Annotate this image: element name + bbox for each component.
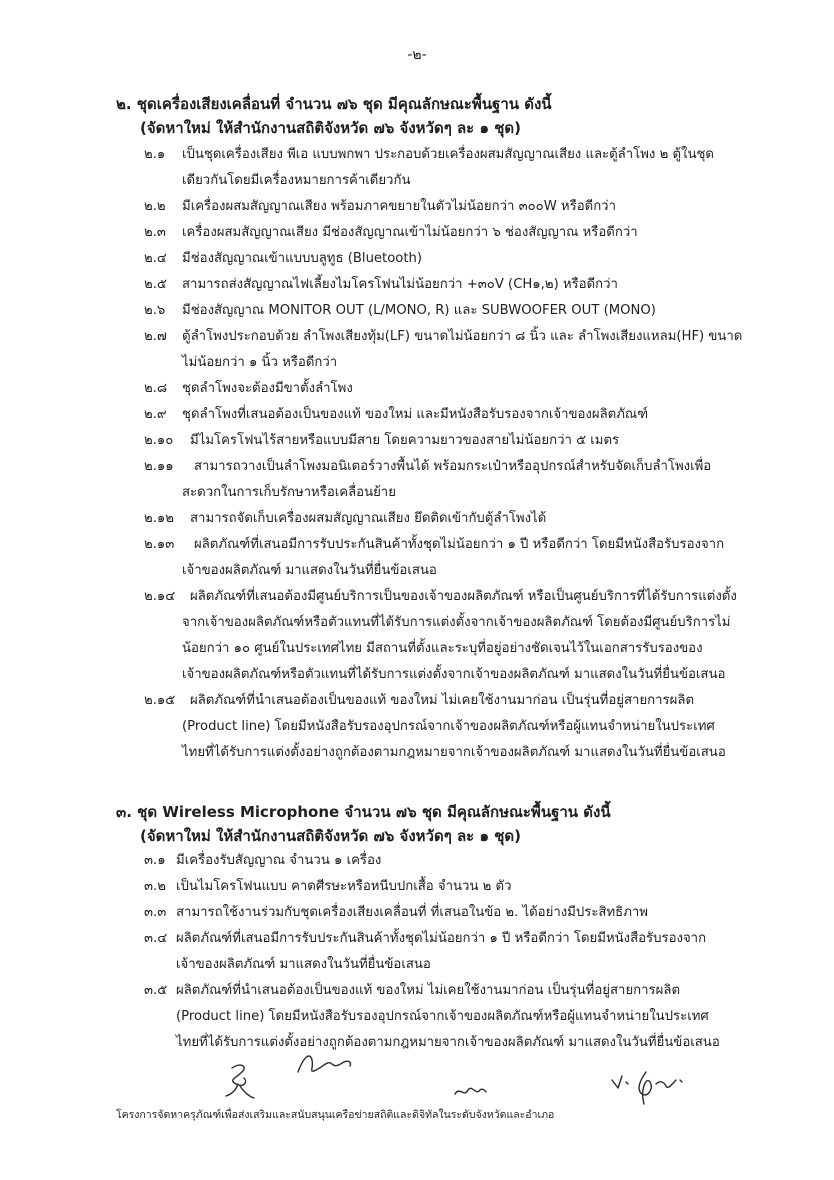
item-number: ๒.๖ bbox=[144, 303, 166, 318]
item-text: มีเครื่องรับสัญญาณ จำนวน ๑ เครื่อง bbox=[176, 853, 382, 868]
item-number: ๒.๑๑ bbox=[144, 459, 174, 474]
item-text: ผลิตภัณฑ์ที่เสนอมีการรับประกันสินค้าทั้งชุดไม่น้อยกว่า ๑ ปี หรือดีกว่า โดยมีหนังสือรับรองจาก bbox=[176, 931, 707, 946]
item-text: เครื่องผสมสัญญาณเสียง มีช่องสัญญาณเข้าไม่น้อยกว่า ๖ ช่องสัญญาณ หรือดีกว่า bbox=[182, 225, 638, 240]
item-text: เป็นไมโครโฟนแบบ คาดศีรษะหรือหนีบปกเสื้อ จำนวน ๒ ตัว bbox=[176, 879, 512, 894]
item-number: ๒.๑๕ bbox=[144, 693, 176, 708]
item-number: ๒.๑๓ bbox=[144, 537, 175, 552]
signature-2 bbox=[294, 1046, 356, 1080]
item-text: น้อยกว่า ๑๐ ศูนย์ในประเทศไทย มีสถานที่ตั้งและระบุที่อยู่อย่างชัดเจนไว้ในเอกสารรับรองของ bbox=[182, 641, 703, 656]
item-number: ๒.๑๔ bbox=[144, 589, 176, 604]
item-text: สามารถส่งสัญญาณไฟเลี้ยงไมโครโฟนไม่น้อยกว่า +๓๐V (CH๑,๒) หรือดีกว่า bbox=[182, 277, 618, 292]
item-text: มีไมโครโฟนไร้สายหรือแบบมีสาย โดยความยาวของสายไม่น้อยกว่า ๕ เมตร bbox=[190, 433, 620, 448]
item-text: ผลิตภัณฑ์ที่เสนอต้องมีศูนย์บริการเป็นของเจ้าของผลิตภัณฑ์ หรือเป็นศูนย์บริการที่ได้รับการแต่งตั้ง bbox=[190, 589, 737, 604]
item-text: สามารถใช้งานร่วมกับชุดเครื่องเสียงเคลื่อนที่ ที่เสนอในข้อ ๒. ได้อย่างมีประสิทธิภาพ bbox=[176, 905, 648, 920]
item-text: เจ้าของผลิตภัณฑ์หรือตัวแทนที่ได้รับการแต่งตั้งจากเจ้าของผลิตภัณฑ์ มาแสดงในวันที่ยื่นข้อเสนอ bbox=[182, 667, 726, 682]
item-text: ไทยที่ได้รับการแต่งตั้งอย่างถูกต้องตามกฎหมายจากเจ้าของผลิตภัณฑ์ มาแสดงในวันที่ยื่นข้อเสนอ bbox=[182, 745, 726, 760]
item-text: ผลิตภัณฑ์ที่นำเสนอต้องเป็นของแท้ ของใหม่ ไม่เคยใช้งานมาก่อน เป็นรุ่นที่อยู่สายการผลิต bbox=[190, 693, 695, 708]
item-number: ๒.๑๒ bbox=[144, 511, 174, 526]
item-text: ไม่น้อยกว่า ๑ นิ้ว หรือดีกว่า bbox=[182, 355, 338, 370]
item-text: สะดวกในการเก็บรักษาหรือเคลื่อนย้าย bbox=[182, 485, 396, 500]
item-text: (Product line) โดยมีหนังสือรับรองอุปกรณ์จากเจ้าของผลิตภัณฑ์หรือผู้แทนจำหน่ายในประเทศ bbox=[176, 1009, 709, 1024]
item-text: จากเจ้าของผลิตภัณฑ์หรือตัวแทนที่ได้รับการแต่งตั้งจากเจ้าของผลิตภัณฑ์ โดยต้องมีศูนย์บริการไม่ bbox=[182, 615, 731, 630]
signature-3 bbox=[452, 1080, 488, 1104]
section-2-title: ๒. ชุดเครื่องเสียงเคลื่อนที่ จำนวน ๗๖ ชุด มีคุณลักษณะพื้นฐาน ดังนี้ bbox=[116, 95, 552, 113]
item-text: ผลิตภัณฑ์ที่เสนอมีการรับประกันสินค้าทั้งชุดไม่น้อยกว่า ๑ ปี หรือดีกว่า โดยมีหนังสือรับรองจาก bbox=[194, 537, 725, 552]
item-text: เดียวกันโดยมีเครื่องหมายการค้าเดียวกัน bbox=[182, 173, 411, 188]
item-number: ๒.๓ bbox=[144, 225, 166, 240]
item-text: เป็นชุดเครื่องเสียง พีเอ แบบพกพา ประกอบด้วยเครื่องผสมสัญญาณเสียง และตู้ลำโพง ๒ ตู้ในชุด bbox=[182, 147, 714, 162]
item-text: มีเครื่องผสมสัญญาณเสียง พร้อมภาคขยายในตัวไม่น้อยกว่า ๓๐๐W หรือดีกว่า bbox=[182, 199, 616, 214]
item-text: ตู้ลำโพงประกอบด้วย ลำโพงเสียงทุ้ม(LF) ขนาดไม่น้อยกว่า ๘ นิ้ว และ ลำโพงเสียงแหลม(HF) ขนาด bbox=[182, 329, 743, 344]
item-text: ชุดลำโพงที่เสนอต้องเป็นของแท้ ของใหม่ และมีหนังสือรับรองจากเจ้าของผลิตภัณฑ์ bbox=[182, 407, 649, 422]
item-text: เจ้าของผลิตภัณฑ์ มาแสดงในวันที่ยื่นข้อเสนอ bbox=[176, 957, 431, 972]
item-text: ผลิตภัณฑ์ที่นำเสนอต้องเป็นของแท้ ของใหม่ ไม่เคยใช้งานมาก่อน เป็นรุ่นที่อยู่สายการผลิต bbox=[176, 983, 681, 998]
section-3-title: ๓. ชุด Wireless Microphone จำนวน ๗๖ ชุด มีคุณลักษณะพื้นฐาน ดังนี้ bbox=[116, 803, 611, 821]
item-number: ๒.๙ bbox=[144, 407, 167, 422]
item-text: มีช่องสัญญาณ MONITOR OUT (L/MONO, R) และ SUBWOOFER OUT (MONO) bbox=[182, 303, 656, 318]
item-text: ชุดลำโพงจะต้องมีขาตั้งลำโพง bbox=[182, 381, 353, 396]
footer-project-name: โครงการจัดหาครุภัณฑ์เพื่อส่งเสริมและสนับสนุนเครือข่ายสถิติและดิจิทัลในระดับจังหวัดและอำเภอ bbox=[116, 1109, 555, 1121]
item-text: (Product line) โดยมีหนังสือรับรองอุปกรณ์จากเจ้าของผลิตภัณฑ์หรือผู้แทนจำหน่ายในประเทศ bbox=[182, 719, 715, 734]
page-number: -๒- bbox=[407, 47, 427, 63]
item-number: ๒.๕ bbox=[144, 277, 167, 292]
item-number: ๓.๕ bbox=[144, 983, 168, 998]
item-text: เจ้าของผลิตภัณฑ์ มาแสดงในวันที่ยื่นข้อเสนอ bbox=[182, 563, 437, 578]
item-number: ๓.๒ bbox=[144, 879, 166, 894]
item-text: สามารถจัดเก็บเครื่องผสมสัญญาณเสียง ยึดติดเข้ากับตู้ลำโพงได้ bbox=[190, 511, 547, 526]
item-text: ไทยที่ได้รับการแต่งตั้งอย่างถูกต้องตามกฎหมายจากเจ้าของผลิตภัณฑ์ มาแสดงในวันที่ยื่นข้อเสนอ bbox=[176, 1035, 720, 1050]
section-3-subtitle: (จัดหาใหม่ ให้สำนักงานสถิติจังหวัด ๗๖ จังหวัดๆ ละ ๑ ชุด) bbox=[140, 827, 521, 845]
item-text: มีช่องสัญญาณเข้าแบบบลูทูธ (Bluetooth) bbox=[182, 251, 423, 266]
item-number: ๒.๔ bbox=[144, 251, 167, 266]
item-number: ๒.๑๐ bbox=[144, 433, 174, 448]
signature-1 bbox=[218, 1058, 262, 1102]
item-number: ๓.๔ bbox=[144, 931, 168, 946]
item-text: สามารถวางเป็นลำโพงมอนิเตอร์วางพื้นได้ พร้อมกระเป๋าหรืออุปกรณ์สำหรับจัดเก็บลำโพงเพื่อ bbox=[194, 459, 712, 474]
item-number: ๒.๘ bbox=[144, 381, 168, 396]
item-number: ๓.๓ bbox=[144, 905, 167, 920]
item-number: ๒.๑ bbox=[144, 147, 166, 162]
item-number: ๒.๒ bbox=[144, 199, 166, 214]
section-2-subtitle: (จัดหาใหม่ ให้สำนักงานสถิติจังหวัด ๗๖ จังหวัดๆ ละ ๑ ชุด) bbox=[140, 119, 521, 137]
item-number: ๒.๗ bbox=[144, 329, 167, 344]
item-number: ๓.๑ bbox=[144, 853, 166, 868]
signature-4 bbox=[606, 1060, 690, 1112]
